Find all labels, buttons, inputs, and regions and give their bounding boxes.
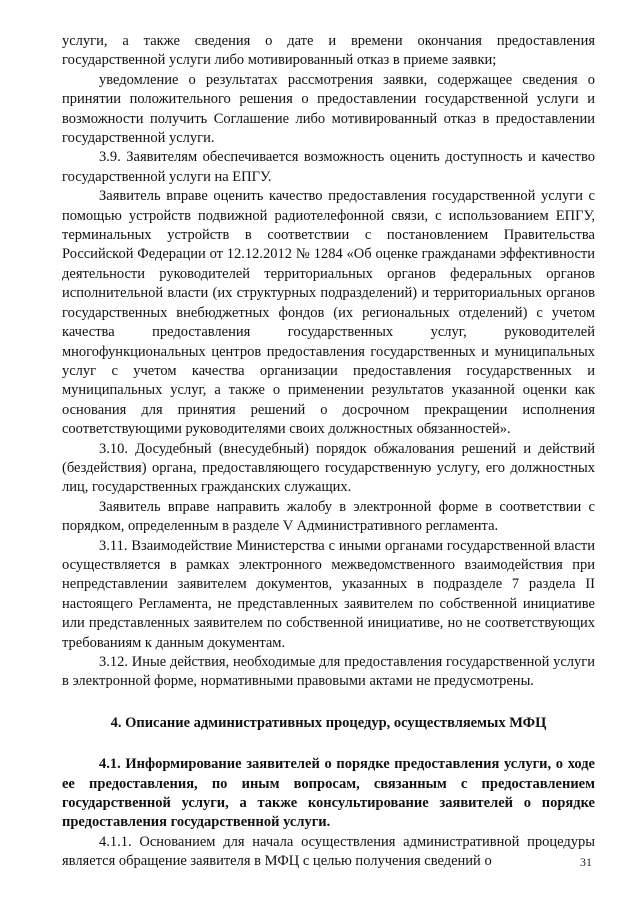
paragraph-complaint: Заявитель вправе направить жалобу в электронной форме в соответствии с порядком, определенным в разделе V Административного регламента. xyxy=(62,498,595,535)
subsection-heading: 4.1. Информирование заявителей о порядке предоставления услуги, о ходе ее предоставления, по иным вопросам, связанным с предоставлением государственной услуги, а также консультирование заявителей о порядке предоставления государственной услуги. xyxy=(62,756,595,831)
paragraph-3-12: 3.12. Иные действия, необходимые для предоставления государственной услуги в электронной форме, нормативными правовыми актами не предусмотрены. xyxy=(62,654,595,690)
paragraph-continuation: услуги, а также сведения о дате и времени окончания предоставления государственной услуги либо мотивированный отказ в приеме заявки; xyxy=(62,33,595,69)
paragraph-4-1-1: 4.1.1. Основанием для начала осуществления административной процедуры является обращение заявителя в МФЦ с целью получения сведений о xyxy=(62,833,595,870)
paragraph-3-11: 3.11. Взаимодействие Министерства с иными органами государственной власти осуществляется в рамках электронного межведомственного взаимодействия при непредставлении заявителем документов, указанных в подразделе 7 раздела II настоящего Регламента, не представленных заявителем по собственной инициативе или представленных заявителем по собственной инициативе, но не соответствующих требованиям к данным документам. xyxy=(62,537,595,651)
paragraph-3-9: 3.9. Заявителям обеспечивается возможность оценить доступность и качество государственной услуги на ЕПГУ. xyxy=(62,149,595,185)
paragraph-quality-assessment: Заявитель вправе оценить качество предоставления государственной услуги с помощью устройств подвижной радиотелефонной связи, с использованием ЕПГУ, терминальных устройств в соответствии с постановлением Правительства Российской Федерации от 12.12.2012 № 1284 «Об оценке гражданами эффективности деятельности руководителей территориальных органов федеральных органов исполнительной власти (их структурных подразделений) и территориальных органов государственных внебюджетных фондов (их региональных отделений) с учетом качества предоставления государственных услуг, руководителей многофункциональных центров предоставления государственных и муниципальных услуг с учетом качества организации предоставления государственных и муниципальных услуг, а также о применении результатов указанной оценки как основания для принятия решений о досрочном прекращении исполнения соответствующими руководителями своих должностных обязанностей». xyxy=(62,188,595,438)
section-heading: 4. Описание административных процедур, осуществляемых МФЦ xyxy=(110,714,547,731)
paragraph-notification: уведомление о результатах рассмотрения заявки, содержащее сведения о принятии положительного решения о предоставлении государственной услуги и возможности получить Соглашение либо мотивированный отказ в предоставлении государственной услуги. xyxy=(62,71,595,147)
document-page xyxy=(62,32,595,872)
paragraph-3-10: 3.10. Досудебный (внесудебный) порядок обжалования решений и действий (бездействия) органа, предоставляющего государственную услугу, его должностных лиц, государственных гражданских служащих. xyxy=(62,440,595,496)
page-number: 31 xyxy=(580,855,592,869)
